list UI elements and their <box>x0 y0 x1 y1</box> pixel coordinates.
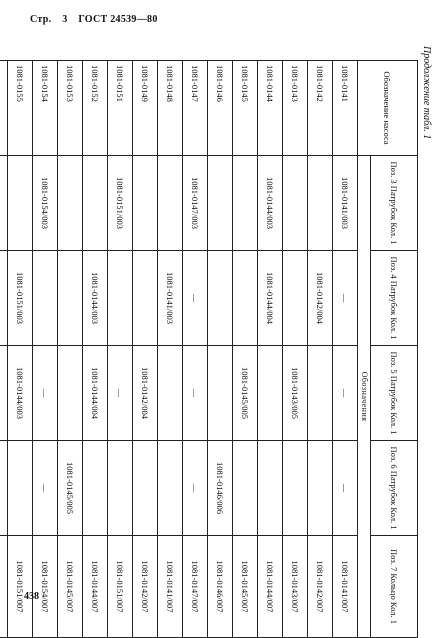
cell-c4: 1081-0145/005 <box>233 346 258 441</box>
cell-c4: — <box>333 346 358 441</box>
cell-c5: 1081-0146/006 <box>208 441 233 536</box>
col-header-pump: Обозначение насоса <box>358 61 418 156</box>
cell-c3 <box>208 251 233 346</box>
table-row <box>258 61 283 638</box>
table-row <box>283 61 308 638</box>
cell-c3 <box>108 251 133 346</box>
cell-c1: 1081-0143 <box>283 61 308 156</box>
cell-c1: 1081-0149 <box>133 61 158 156</box>
table-row <box>33 61 58 638</box>
cell-c2: 1081-0147/003 <box>183 156 208 251</box>
table-row <box>108 61 133 638</box>
cell-c1: 1081-0146 <box>208 61 233 156</box>
cell-c5 <box>233 441 258 536</box>
cell-c3: — <box>333 251 358 346</box>
cell-c4: — <box>108 346 133 441</box>
cell-c1: 1081-0154 <box>33 61 58 156</box>
cell-c3 <box>0 251 8 346</box>
cell-c6: 1081-0141/007 <box>158 536 183 638</box>
cell-c3 <box>33 251 58 346</box>
cell-c6: 1081-0144/007 <box>83 536 108 638</box>
cell-c5 <box>83 441 108 536</box>
cell-c5 <box>158 441 183 536</box>
page-label: Стр. <box>30 14 52 25</box>
table-row <box>308 61 333 638</box>
cell-c2 <box>158 156 183 251</box>
cell-c1: 1081-0152 <box>83 61 108 156</box>
cell-c2 <box>208 156 233 251</box>
cell-c6: 1081-0141/007 <box>333 536 358 638</box>
cell-c5 <box>8 441 33 536</box>
data-table <box>0 60 418 638</box>
cell-c4: 1081-0142/004 <box>133 346 158 441</box>
table-row <box>183 61 208 638</box>
cell-c6: 1081-0146/007 <box>208 536 233 638</box>
cell-c3: 1081-0141/003 <box>158 251 183 346</box>
cell-c5: — <box>33 441 58 536</box>
cell-c5: — <box>333 441 358 536</box>
cell-c1: 1081-0153 <box>58 61 83 156</box>
cell-c2 <box>0 156 8 251</box>
cell-c5 <box>308 441 333 536</box>
cell-c4 <box>208 346 233 441</box>
cell-c1: 1081-0147 <box>183 61 208 156</box>
cell-c5 <box>108 441 133 536</box>
standard-code: ГОСТ 24539—80 <box>78 14 158 25</box>
cell-c3: — <box>183 251 208 346</box>
cell-c6: 1081-0151/007 <box>8 536 33 638</box>
cell-c3: 1081-0144/003 <box>83 251 108 346</box>
col-header-pos5: Поз. 5 Патрубок Кол. 1 <box>371 346 418 441</box>
cell-c1: 1081-0141 <box>333 61 358 156</box>
cell-c1: 1081-0145 <box>233 61 258 156</box>
cell-c6: 1081-0154/007 <box>33 536 58 638</box>
cell-c3: 1081-0151/003 <box>8 251 33 346</box>
cell-c1: 1081-0151 <box>108 61 133 156</box>
cell-c3 <box>133 251 158 346</box>
cell-c3 <box>233 251 258 346</box>
cell-c3 <box>58 251 83 346</box>
cell-c5 <box>133 441 158 536</box>
cell-c6: 1081-0142/007 <box>308 536 333 638</box>
cell-c2 <box>283 156 308 251</box>
cell-c4 <box>258 346 283 441</box>
cell-c1: 1081-0148 <box>158 61 183 156</box>
table-row <box>133 61 158 638</box>
cell-c4 <box>308 346 333 441</box>
page-header <box>30 14 166 25</box>
cell-c3: 1081-0144/004 <box>258 251 283 346</box>
cell-c4: 1081-0144/004 <box>83 346 108 441</box>
cell-c2 <box>83 156 108 251</box>
cell-c4: — <box>33 346 58 441</box>
table-row <box>58 61 83 638</box>
cell-c3 <box>283 251 308 346</box>
cell-c6: 1081-0142/007 <box>133 536 158 638</box>
cell-c1: 1081-0155 <box>8 61 33 156</box>
cell-c1 <box>0 61 8 156</box>
cell-c6: 1081-0147/007 <box>183 536 208 638</box>
cell-c6 <box>0 536 8 638</box>
cell-c2: 1081-0144/003 <box>258 156 283 251</box>
page-no: 3 <box>62 14 68 25</box>
table-row <box>8 61 33 638</box>
cell-c4 <box>158 346 183 441</box>
table-row <box>208 61 233 638</box>
table-row <box>233 61 258 638</box>
cell-c4: 1081-0143/005 <box>283 346 308 441</box>
table-container <box>0 60 418 638</box>
cell-c5 <box>283 441 308 536</box>
col-header-pos7: Поз. 7 Кольцо Кол. 1 <box>371 536 418 638</box>
cell-c6: 1081-0145/007 <box>58 536 83 638</box>
page-number: 438 <box>24 591 39 602</box>
cell-c2 <box>8 156 33 251</box>
cell-c6: 1081-0143/007 <box>283 536 308 638</box>
cell-c2 <box>233 156 258 251</box>
cell-c5: 1081-0145/005 <box>58 441 83 536</box>
cell-c4: — <box>183 346 208 441</box>
cell-c4 <box>0 346 8 441</box>
cell-c2: 1081-0151/003 <box>108 156 133 251</box>
cell-c2: 1081-0141/003 <box>333 156 358 251</box>
table-row <box>333 61 358 638</box>
table-row <box>158 61 183 638</box>
cell-c2: 1081-0154/003 <box>33 156 58 251</box>
cell-c5 <box>0 441 8 536</box>
cell-c6: 1081-0151/007 <box>108 536 133 638</box>
cell-c6: 1081-0144/007 <box>258 536 283 638</box>
cell-c5 <box>258 441 283 536</box>
cell-c2 <box>308 156 333 251</box>
col-header-pos6: Поз. 6 Патрубок Кол. 1 <box>371 441 418 536</box>
cell-c2 <box>58 156 83 251</box>
subheader: Обозначения <box>358 156 371 638</box>
cell-c3: 1081-0142/004 <box>308 251 333 346</box>
cell-c1: 1081-0144 <box>258 61 283 156</box>
continuation-note: Продолжение табл. 1 <box>421 46 432 140</box>
col-header-pos3: Поз. 3 Патрубок Кол. 1 <box>371 156 418 251</box>
cell-c1: 1081-0142 <box>308 61 333 156</box>
col-header-pos4: Поз. 4 Патрубок Кол. 1 <box>371 251 418 346</box>
cell-c5: — <box>183 441 208 536</box>
cell-c6: 1081-0145/007 <box>233 536 258 638</box>
table-row <box>0 61 8 638</box>
cell-c2 <box>133 156 158 251</box>
cell-c4: 1081-0144/003 <box>8 346 33 441</box>
cell-c4 <box>58 346 83 441</box>
table-row <box>83 61 108 638</box>
